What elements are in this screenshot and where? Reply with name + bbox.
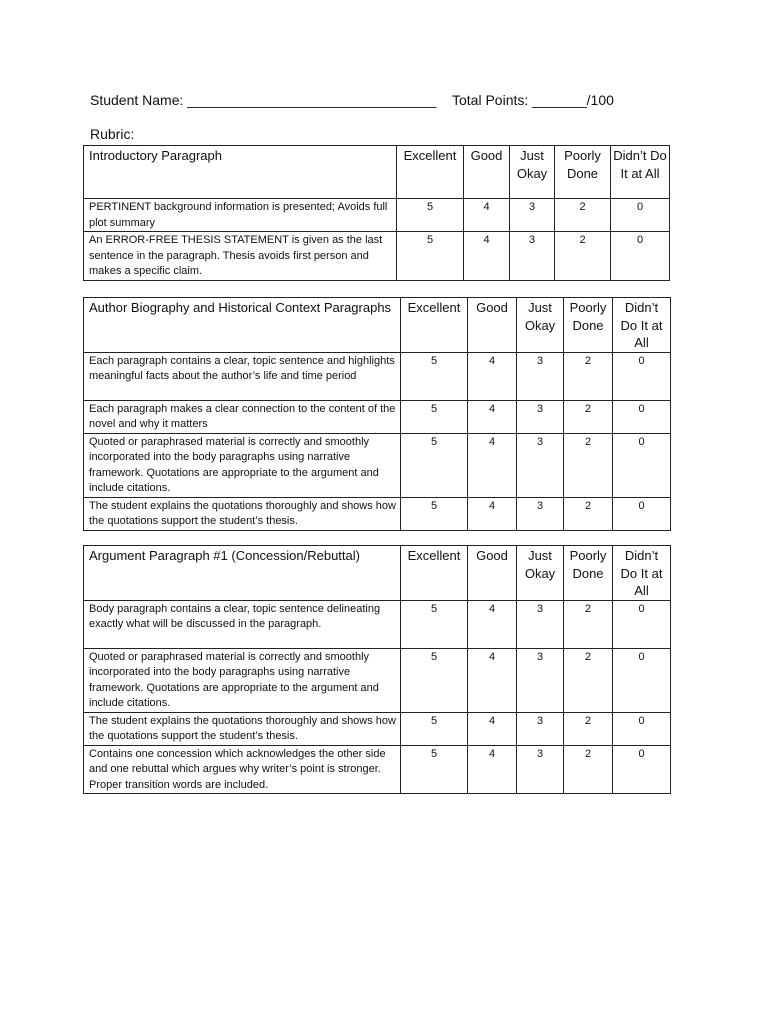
score-cell: 5 [401,352,468,400]
score-cell: 3 [517,352,564,400]
score-cell: 0 [611,232,670,281]
score-cell: 3 [517,497,564,530]
rubric-table-argument-paragraph [83,545,671,794]
criterion-text: Body paragraph contains a clear, topic sentence delineating exactly what will be discussed in the paragraph. [84,600,401,648]
column-header: Didn’t Do It at All [613,546,671,601]
score-cell: 5 [401,648,468,712]
criterion-text: The student explains the quotations thoroughly and shows how the quotations support the student’s thesis. [84,712,401,745]
score-cell: 5 [401,497,468,530]
score-cell: 3 [517,400,564,433]
score-cell: 0 [613,433,671,497]
score-cell: 5 [401,433,468,497]
score-cell: 0 [613,352,671,400]
score-cell: 3 [517,648,564,712]
score-cell: 3 [510,199,555,232]
table-row [84,232,670,281]
table-row [84,712,671,745]
score-cell: 0 [613,712,671,745]
score-cell: 4 [468,745,517,794]
column-header: Excellent [401,546,468,601]
score-cell: 2 [564,712,613,745]
table-row [84,497,671,530]
score-cell: 4 [464,199,510,232]
column-header: Just Okay [517,546,564,601]
column-header: Good [468,546,517,601]
table-row [84,648,671,712]
score-cell: 3 [517,745,564,794]
rubric-heading: Rubric: [90,126,135,142]
section-title: Argument Paragraph #1 (Concession/Rebuttal) [84,546,401,601]
score-cell: 2 [564,600,613,648]
score-cell: 4 [468,648,517,712]
score-cell: 2 [564,400,613,433]
score-cell: 2 [564,433,613,497]
table-row [84,745,671,794]
table-row [84,433,671,497]
criterion-text: An ERROR-FREE THESIS STATEMENT is given as the last sentence in the paragraph. Thesis avoids first person and makes a specific claim. [84,232,397,281]
score-cell: 4 [468,600,517,648]
rubric-table-introductory [83,145,670,281]
table-row [84,400,671,433]
column-header: Poorly Done [564,298,613,353]
score-cell: 5 [401,712,468,745]
score-cell: 5 [401,745,468,794]
column-header: Excellent [401,298,468,353]
score-cell: 2 [564,745,613,794]
column-header: Didn’t Do It at All [613,298,671,353]
score-cell: 3 [517,712,564,745]
table-header-row [84,298,671,353]
criterion-text: Contains one concession which acknowledges the other side and one rebuttal which argues why writer’s point is stronger. Proper transition words are included. [84,745,401,794]
table-row [84,352,671,400]
column-header: Didn’t Do It at All [611,146,670,199]
score-cell: 5 [397,232,464,281]
column-header: Excellent [397,146,464,199]
score-cell: 4 [468,712,517,745]
score-cell: 3 [517,600,564,648]
score-cell: 2 [564,352,613,400]
section-title: Introductory Paragraph [84,146,397,199]
score-cell: 0 [613,745,671,794]
score-cell: 5 [401,600,468,648]
score-cell: 4 [468,433,517,497]
score-cell: 0 [613,648,671,712]
score-cell: 0 [613,400,671,433]
column-header: Good [468,298,517,353]
column-header: Good [464,146,510,199]
score-cell: 4 [464,232,510,281]
score-cell: 4 [468,497,517,530]
score-cell: 4 [468,352,517,400]
column-header: Just Okay [517,298,564,353]
table-row [84,600,671,648]
score-cell: 0 [611,199,670,232]
rubric-table-author-biography [83,297,671,531]
criterion-text: The student explains the quotations thoroughly and shows how the quotations support the student’s thesis. [84,497,401,530]
criterion-text: Quoted or paraphrased material is correctly and smoothly incorporated into the body paragraphs using narrative framework. Quotations are appropriate to the argument and include citations. [84,433,401,497]
table-header-row [84,546,671,601]
total-points-field: Total Points: _______/100 [452,92,614,108]
criterion-text: Each paragraph contains a clear, topic sentence and highlights meaningful facts about the author’s life and time period [84,352,401,400]
score-cell: 5 [397,199,464,232]
section-title: Author Biography and Historical Context Paragraphs [84,298,401,353]
score-cell: 3 [510,232,555,281]
table-header-row [84,146,670,199]
score-cell: 0 [613,600,671,648]
score-cell: 2 [555,199,611,232]
score-cell: 4 [468,400,517,433]
score-cell: 2 [564,648,613,712]
table-row [84,199,670,232]
criterion-text: Quoted or paraphrased material is correctly and smoothly incorporated into the body paragraphs using narrative framework. Quotations are appropriate to the argument and include citations. [84,648,401,712]
student-name-field: Student Name: ________________________________ [90,92,437,108]
column-header: Poorly Done [564,546,613,601]
score-cell: 3 [517,433,564,497]
column-header: Just Okay [510,146,555,199]
score-cell: 5 [401,400,468,433]
criterion-text: PERTINENT background information is presented; Avoids full plot summary [84,199,397,232]
score-cell: 2 [555,232,611,281]
column-header: Poorly Done [555,146,611,199]
criterion-text: Each paragraph makes a clear connection to the content of the novel and why it matters [84,400,401,433]
score-cell: 0 [613,497,671,530]
score-cell: 2 [564,497,613,530]
